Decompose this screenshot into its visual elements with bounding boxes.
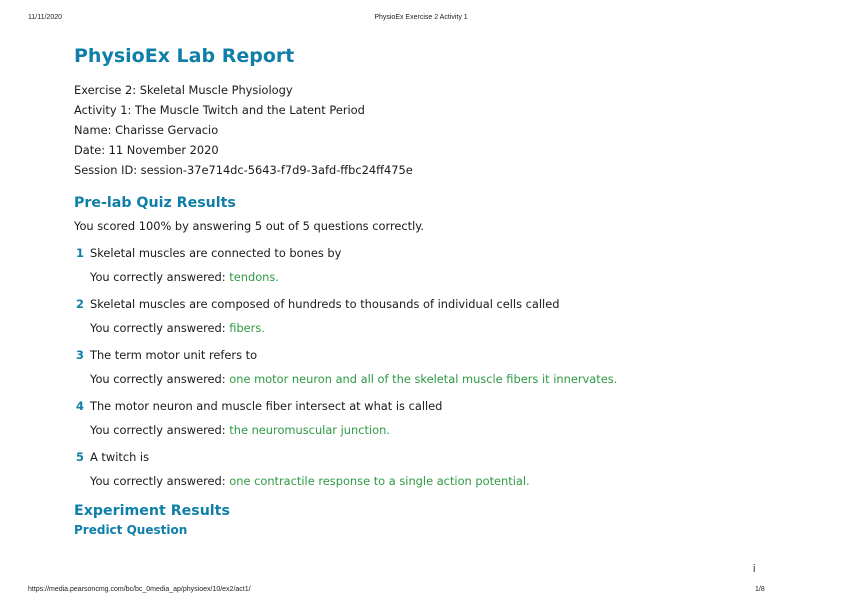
- print-header: [0, 14, 842, 26]
- question-text: Skeletal muscles are composed of hundreds to thousands of individual cells called: [90, 297, 560, 311]
- answer-value: fibers.: [229, 321, 265, 335]
- experiment-section: [74, 501, 774, 539]
- exercise-line: Exercise 2: Skeletal Muscle Physiology: [74, 83, 293, 97]
- answer-prefix: You correctly answered:: [90, 270, 226, 284]
- question-5: [74, 448, 774, 490]
- score-text: You scored 100% by answering 5 out of 5 questions correctly.: [74, 219, 425, 233]
- question-text: A twitch is: [90, 450, 150, 464]
- answer-value: one motor neuron and all of the skeletal muscle fibers it innervates.: [229, 372, 618, 386]
- question-3: [74, 346, 774, 388]
- prelab-section: [74, 193, 774, 490]
- name-line: Name: Charisse Gervacio: [74, 123, 219, 137]
- question-number: 1: [76, 246, 84, 260]
- print-date: 11/11/2020: [28, 14, 62, 21]
- answer-line: [90, 421, 774, 439]
- question-1: [74, 244, 774, 286]
- print-title: PhysioEx Exercise 2 Activity 1: [374, 14, 468, 21]
- answer-prefix: You correctly answered:: [90, 474, 226, 488]
- answer-value: one contractile response to a single action potential.: [229, 474, 530, 488]
- report-meta: [74, 80, 774, 180]
- answer-prefix: You correctly answered:: [90, 372, 226, 386]
- question-2: [74, 295, 774, 337]
- report-title: PhysioEx Lab Report: [74, 45, 295, 67]
- date-line: Date: 11 November 2020: [74, 143, 219, 157]
- answer-line: [90, 370, 774, 388]
- answer-line: [90, 472, 774, 490]
- question-text: The motor neuron and muscle fiber intersect at what is called: [90, 399, 443, 413]
- print-page-number: 1/8: [755, 586, 765, 593]
- predict-question-heading: Predict Question: [74, 523, 188, 537]
- question-number: 5: [76, 450, 84, 464]
- question-number: 3: [76, 348, 84, 362]
- question-4: [74, 397, 774, 439]
- answer-line: [90, 268, 774, 286]
- session-id-line: Session ID: session-37e714dc-5643-f7d9-3afd-ffbc24ff475e: [74, 163, 413, 177]
- answer-line: [90, 319, 774, 337]
- report-content: [74, 42, 774, 539]
- activity-line: Activity 1: The Muscle Twitch and the Latent Period: [74, 103, 365, 117]
- answer-value: the neuromuscular junction.: [229, 423, 390, 437]
- question-number: 4: [76, 399, 84, 413]
- question-number: 2: [76, 297, 84, 311]
- print-url[interactable]: https://media.pearsoncmg.com/bc/bc_0media_ap/physioex/10/ex2/act1/: [28, 586, 251, 593]
- prelab-heading: Pre-lab Quiz Results: [74, 195, 236, 211]
- experiment-heading: Experiment Results: [74, 503, 230, 519]
- stray-mark: i: [753, 563, 756, 575]
- answer-prefix: You correctly answered:: [90, 321, 226, 335]
- question-text: Skeletal muscles are connected to bones by: [90, 246, 342, 260]
- question-text: The term motor unit refers to: [90, 348, 258, 362]
- answer-value: tendons.: [229, 270, 279, 284]
- answer-prefix: You correctly answered:: [90, 423, 226, 437]
